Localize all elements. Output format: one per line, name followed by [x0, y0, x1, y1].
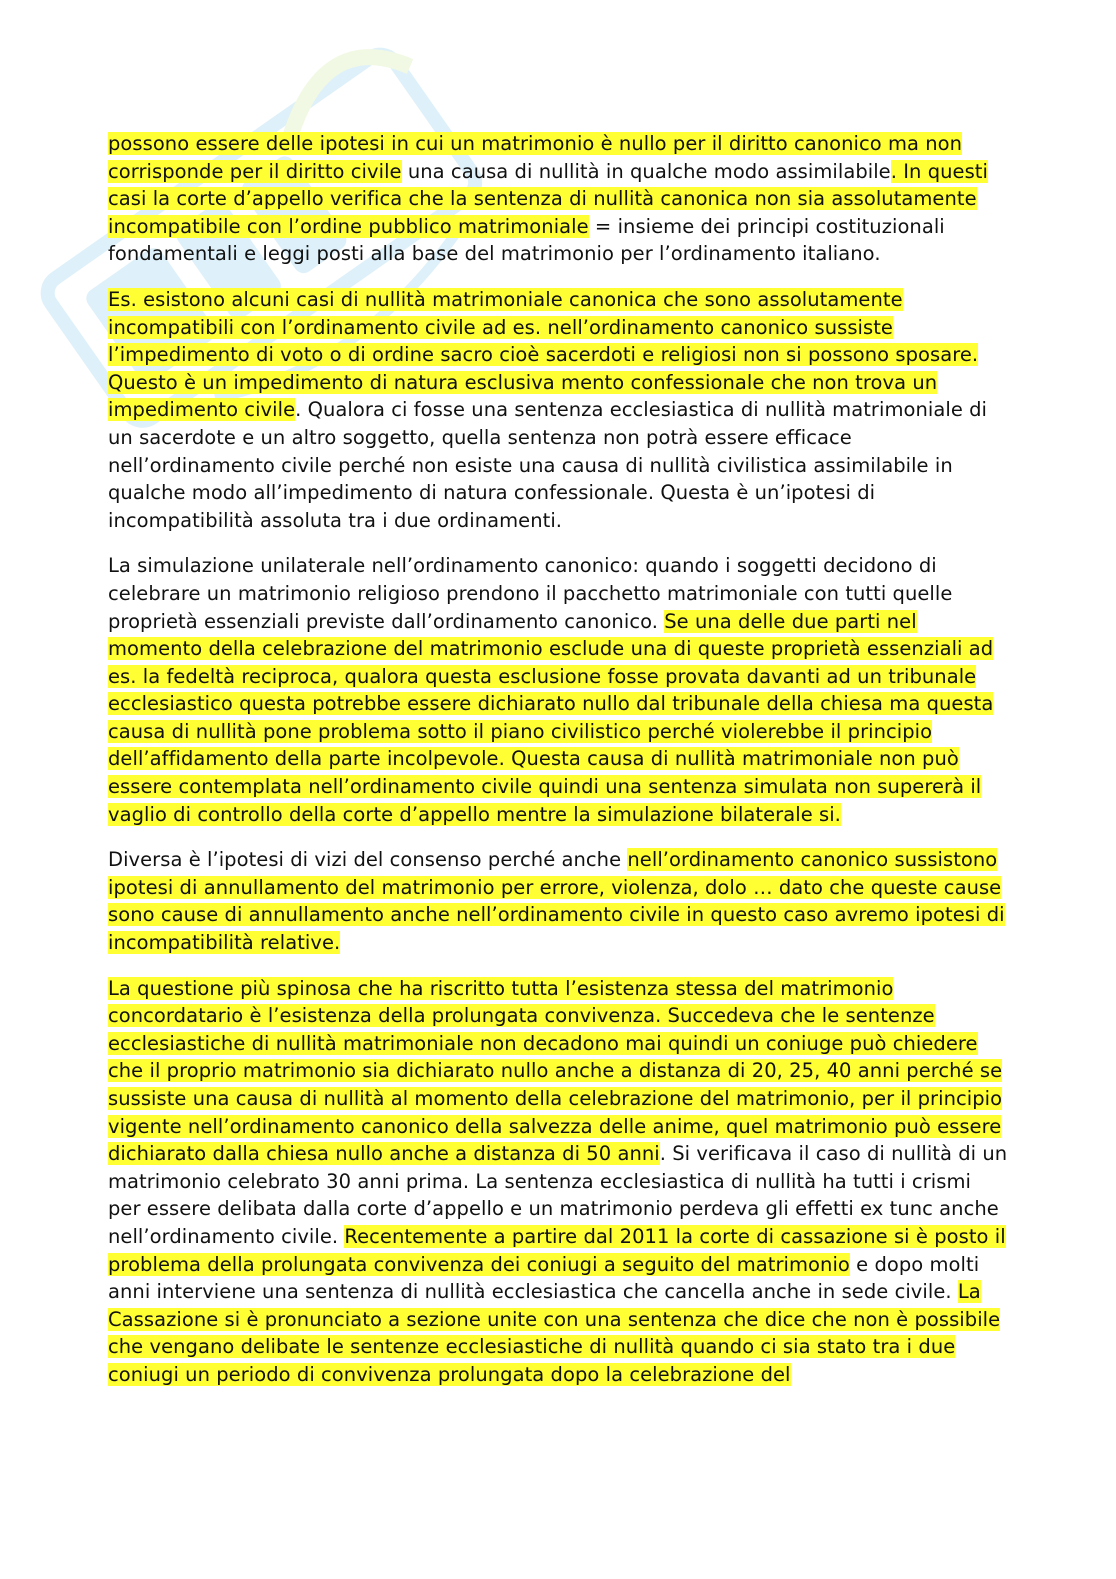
text-segment: = insieme dei principi costituzionali fondamentali e leggi posti alla base del matrimonio per l’ordinamento italiano. — [108, 214, 945, 266]
highlighted-text: Es. esistono alcuni casi di nullità matrimoniale canonica che sono assolutamente incompatibili con l’ordinamento civile ad es. nell’ordinamento canonico sussiste l’impedimento di voto o di ordine sacro cioè sacerdoti e religiosi non si possono sposare. Questo è un impedimento di natura esclusiva mento confessionale che non trova un impedimento civile — [108, 287, 979, 422]
highlighted-text: Recentemente a partire dal 2011 la corte di cassazione si è posto il problema della prolungata convivenza dei coniugi a seguito del matrimonio — [108, 1224, 1006, 1276]
highlighted-text: . In questi casi la corte d’appello verifica che la sentenza di nullità canonica non sia assolutamente incompatibile con l’ordine pubblico matrimoniale — [108, 159, 988, 238]
highlighted-text: La questione più spinosa che ha riscritto tutta l’esistenza stessa del matrimonio concordatario è l’esistenza della prolungata convivenza. Succedeva che le sentenze ecclesiastiche di nullità matrimoniale non decadono mai quindi un coniuge può chiedere che il proprio matrimonio sia dichiarato nullo anche a distanza di 20, 25, 40 anni perché se sussiste una causa di nullità al momento della celebrazione del matrimonio, per il principio vigente nell’ordinamento canonico della salvezza delle anime, quel matrimonio può essere dichiarato dalla chiesa nullo anche a distanza di 50 anni — [108, 976, 1003, 1166]
text-segment: Diversa è l’ipotesi di vizi del consenso perché anche — [108, 848, 628, 872]
text-segment: . Qualora ci fosse una sentenza ecclesiastica di nullità matrimoniale di un sacerdote e un altro soggetto, quella sentenza non potrà essere efficace nell’ordinamento civile perché non esiste una causa di nullità civilistica assimilabile in qualche modo all’impedimento di natura confessionale. Questa è un’ipotesi di incompatibilità assoluta tra i due ordinamenti. — [108, 398, 988, 532]
text-segment: e dopo molti anni interviene una sentenza di nullità ecclesiastica che cancella anche in sede civile. — [108, 1252, 980, 1304]
text-segment: una causa di nullità in qualche modo assimilabile — [401, 159, 891, 183]
paragraph — [108, 552, 1008, 828]
highlighted-text: La Cassazione si è pronunciato a sezione unite con una sentenza che dice che non è possibile che vengano delibate le sentenze ecclesiastiche di nullità quando ci sia stato tra i due coniugi un periodo di convivenza prolungata dopo la celebrazione del — [108, 1280, 1001, 1386]
paragraph — [108, 130, 1008, 268]
paragraph — [108, 846, 1008, 956]
highlighted-text: nell’ordinamento canonico sussistono ipotesi di annullamento del matrimonio per errore, violenza, dolo … dato che queste cause sono cause di annullamento anche nell’ordinamento civile in questo caso avremo ipotesi di incompatibilità relative. — [108, 848, 1005, 955]
highlighted-text: Se una delle due parti nel momento della celebrazione del matrimonio esclude una di queste proprietà essenziali ad es. la fedeltà reciproca, qualora questa esclusione fosse provata davanti ad un tribunale ecclesiastico questa potrebbe essere dichiarato nullo dal tribunale della chiesa ma questa causa di nullità pone problema sotto il piano civilistico perché violerebbe il principio dell’affidamento della parte incolpevole. Questa causa di nullità matrimoniale non può essere contemplata nell’ordinamento civile quindi una sentenza simulata non supererà il vaglio di controllo della corte d’appello mentre la simulazione bilaterale si. — [108, 609, 994, 826]
document-body — [108, 130, 1008, 1407]
text-segment: La simulazione unilaterale nell’ordinamento canonico: quando i soggetti decidono di celebrare un matrimonio religioso prendono il pacchetto matrimoniale con tutti quelle proprietà essenziali previste dall’ordinamento canonico. — [108, 554, 953, 633]
paragraph — [108, 286, 1008, 534]
paragraph — [108, 975, 1008, 1389]
highlighted-text: possono essere delle ipotesi in cui un matrimonio è nullo per il diritto canonico ma non corrisponde per il diritto civile — [108, 132, 963, 183]
text-segment: . Si verificava il caso di nullità di un matrimonio celebrato 30 anni prima. La sentenza ecclesiastica di nullità ha tutti i crismi per essere delibata dalla corte d’appello e un matrimonio perdeva gli effetti ex tunc anche nell’ordinamento civile. — [108, 1142, 1008, 1248]
